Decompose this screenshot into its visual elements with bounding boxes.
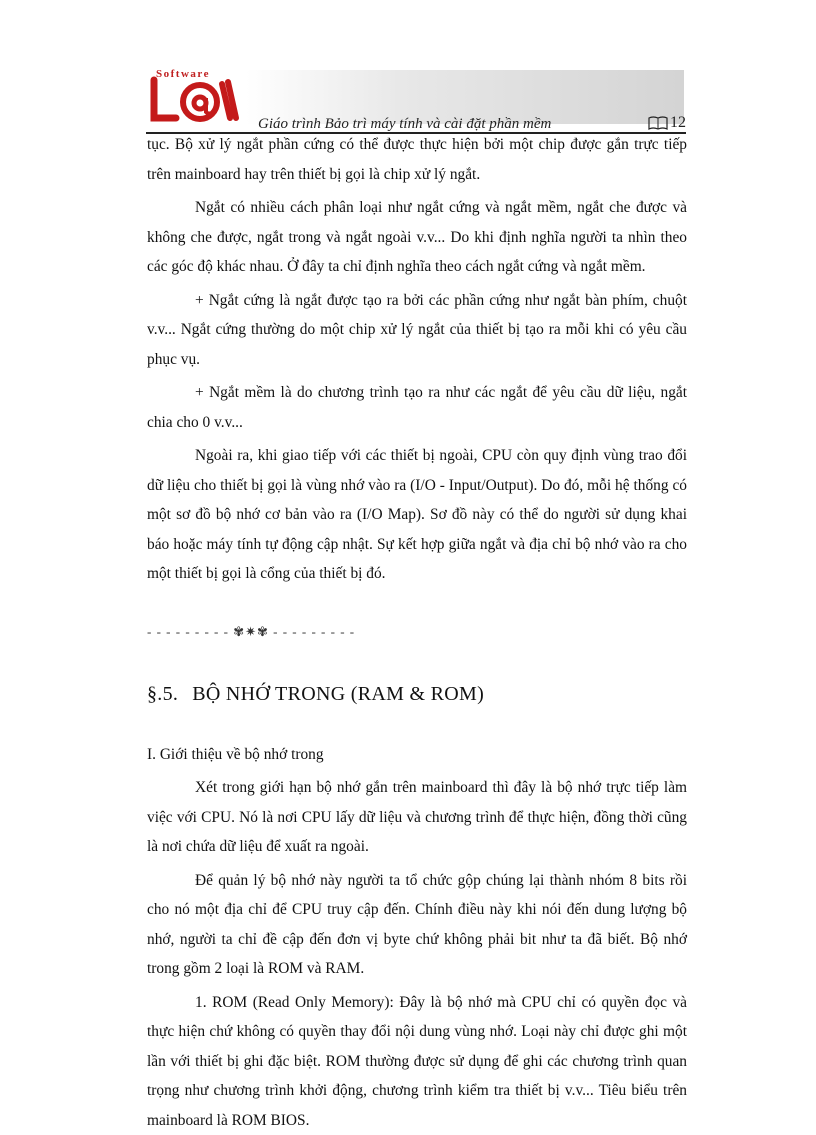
header-title: Giáo trình Bảo trì máy tính và cài đặt phần mềm — [258, 116, 551, 133]
logo-text: Software — [156, 68, 210, 80]
book-icon — [648, 116, 668, 130]
paragraph-interrupt-types: Ngắt có nhiều cách phân loại như ngắt cứng và ngắt mềm, ngắt che được và không che được, ngắt trong và ngắt ngoài v.v... Do khi định nghĩa người ta nhìn theo các góc độ khác nhau. Ở đây ta chỉ định nghĩa theo cách ngắt cứng và ngắt mềm. — [147, 193, 687, 282]
paragraph-io-map: Ngoài ra, khi giao tiếp với các thiết bị ngoài, CPU còn quy định vùng trao đổi dữ liệu cho thiết bị gọi là vùng nhớ vào ra (I/O - Input/Output). Do đó, mỗi hệ thống có một sơ đồ bộ nhớ cơ bản vào ra (I/O Map). Sơ đồ này có thể do người sử dụng khai báo hoặc máy tính tự động cập nhật. Sự kết hợp giữa ngắt và địa chỉ bộ nhớ vào ra cho một thiết bị gọi là cổng của thiết bị đó. — [147, 441, 687, 589]
page-content — [147, 130, 687, 1135]
software-logo — [148, 68, 244, 128]
page-number: 12 — [670, 114, 686, 132]
paragraph-software-interrupt: + Ngắt mềm là do chương trình tạo ra như các ngắt để yêu cầu dữ liệu, ngắt chia cho 0 v.v... — [147, 378, 687, 437]
paragraph-memory-management: Để quản lý bộ nhớ này người ta tổ chức gộp chúng lại thành nhóm 8 bits rồi cho nó một địa chỉ để CPU truy cập đến. Chính điều này khi nói đến dung lượng bộ nhớ, người ta chỉ đề cập đến đơn vị byte chứ không phải bit như ta đã biết. Bộ nhớ trong gồm 2 loại là ROM và RAM. — [147, 866, 687, 984]
paragraph-rom: 1. ROM (Read Only Memory): Đây là bộ nhớ mà CPU chỉ có quyền đọc và thực hiện chứ không có quyền thay đổi nội dung vùng nhớ. Loại này chỉ được ghi một lần với thiết bị ghi đặc biệt. ROM thường được sử dụng để ghi các chương trình quan trọng như chương trình khởi động, chương trình kiểm tra thiết bị v.v... Tiêu biểu trên mainboard là ROM BIOS. — [147, 988, 687, 1135]
section-title: BỘ NHỚ TRONG (RAM & ROM) — [192, 683, 484, 705]
section-heading — [147, 680, 687, 710]
page-header — [146, 68, 686, 134]
paragraph-hardware-interrupt: + Ngắt cứng là ngắt được tạo ra bởi các phần cứng như ngắt bàn phím, chuột v.v... Ngắt cứng thường do một chip xử lý ngắt của thiết bị tạo ra mỗi khi có yêu cầu phục vụ. — [147, 286, 687, 375]
section-number: §.5. — [147, 683, 178, 705]
section-divider: - - - - - - - - - ✾✷✾ - - - - - - - - - — [147, 617, 687, 647]
paragraph-memory-intro: Xét trong giới hạn bộ nhớ gắn trên mainboard thì đây là bộ nhớ trực tiếp làm việc với CPU. Nó là nơi CPU lấy dữ liệu và chương trình để thực hiện, đồng thời cũng là nơi chứa dữ liệu để xuất ra ngoài. — [147, 773, 687, 862]
subheading: I. Giới thiệu về bộ nhớ trong — [147, 740, 687, 770]
paragraph-continuation: tục. Bộ xử lý ngắt phần cứng có thể được thực hiện bởi một chip được gắn trực tiếp trên mainboard hay trên thiết bị gọi là chip xử lý ngắt. — [147, 130, 687, 189]
